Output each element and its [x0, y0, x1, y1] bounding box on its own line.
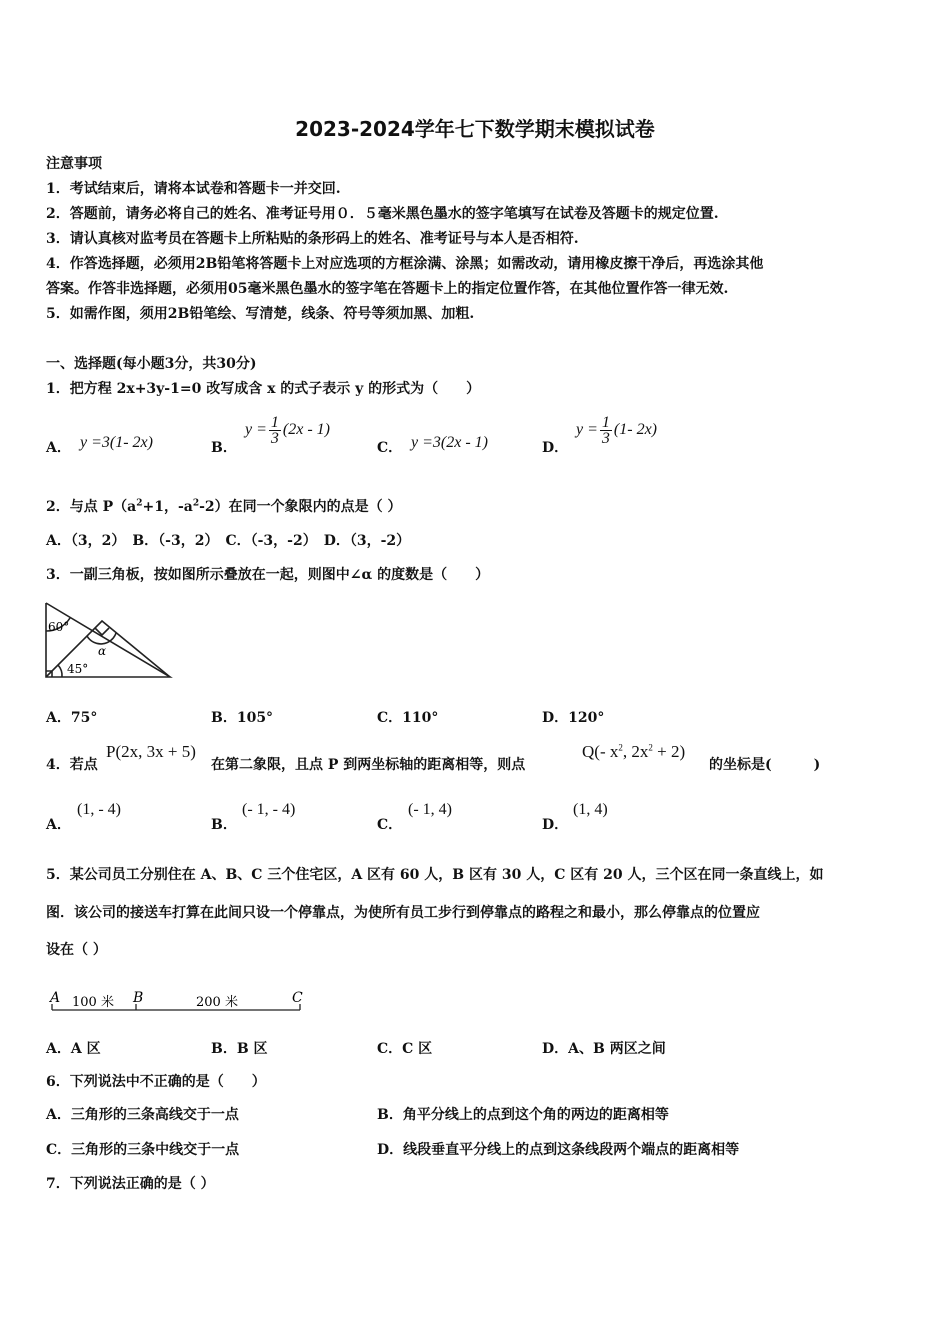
- q4-stem-part2: 在第二象限，且点 P 到两坐标轴的距离相等，则点: [211, 757, 526, 773]
- denominator: 3: [270, 430, 279, 447]
- q5-option-d: D．A、B 两区之间: [542, 1041, 666, 1057]
- question-6-stem: 6．下列说法中不正确的是（ ）: [46, 1074, 266, 1090]
- point-label-a: A: [50, 990, 61, 1006]
- denominator: 3: [601, 430, 610, 447]
- question-1-stem: 1．把方程 2x+3y-1=0 改写成含 x 的式子表示 y 的形式为（ ）: [46, 381, 481, 397]
- fraction: [269, 415, 281, 446]
- angle-label-45: 45°: [67, 662, 89, 676]
- q3-option-c: C．110°: [377, 710, 439, 726]
- q4-stem-part3: 的坐标是( ): [709, 757, 821, 773]
- q1-b-pre: y =: [245, 421, 267, 439]
- question-5-line: 图．该公司的接送车打算在此间只设一个停靠点，为使所有员工步行到停靠点的路程之和最小，那么停靠点的位置应: [46, 905, 760, 921]
- q5-option-a: A．A 区: [46, 1041, 101, 1057]
- distance-label: 200 米: [196, 995, 238, 1010]
- notice-item: 5．如需作图，须用2B铅笔绘、写清楚，线条、符号等须加黑、加粗.: [46, 306, 475, 322]
- numerator: 1: [601, 414, 610, 431]
- notice-item: 2．答题前，请务必将自己的姓名、准考证号用０．５毫米黑色墨水的签字笔填写在试卷及答题卡的规定位置.: [46, 206, 719, 222]
- q4-option-c: (- 1, 4): [408, 801, 452, 818]
- q2-stem-post: -2）在同一个象限内的点是（ ）: [199, 499, 402, 515]
- angle-label-60: 60°: [48, 620, 70, 634]
- superscript: 2: [192, 498, 200, 509]
- notice-heading: 注意事项: [46, 156, 102, 172]
- fraction: [600, 415, 612, 446]
- notice-item: 1．考试结束后，请将本试卷和答题卡一并交回.: [46, 181, 341, 197]
- q1-d-pre: y =: [576, 421, 598, 439]
- q1-option-c: y =3(2x - 1): [411, 434, 488, 451]
- q1-b-post: (2x - 1): [282, 421, 330, 439]
- q5-option-c: C．C 区: [377, 1041, 433, 1057]
- q1-option-a: y =3(1- 2x): [80, 434, 153, 451]
- point-label-b: B: [133, 990, 144, 1006]
- page-title: 2023-2024学年七下数学期末模拟试卷: [295, 117, 655, 141]
- point-label-c: C: [292, 990, 303, 1006]
- q4-q-mid: , 2x: [622, 742, 649, 761]
- q5-option-b: B．B 区: [211, 1041, 268, 1057]
- q6-option-c: C．三角形的三条中线交于一点: [46, 1142, 240, 1158]
- superscript: 2: [136, 498, 143, 509]
- distance-label: 100 米: [72, 995, 114, 1010]
- question-7-stem: 7．下列说法正确的是（ ）: [46, 1176, 215, 1192]
- q4-point-p: P(2x, 3x + 5): [106, 742, 196, 761]
- angle-label-alpha: α: [98, 644, 107, 658]
- q6-option-d: D．线段垂直平分线上的点到这条线段两个端点的距离相等: [377, 1142, 740, 1158]
- q1-option-b: [245, 415, 330, 446]
- q4-label-c: C．: [377, 817, 403, 833]
- q4-option-b: (- 1, - 4): [242, 801, 296, 818]
- question-2-options: A．（3，2） B．（-3，2） C．（-3，-2） D．（3，-2）: [46, 533, 411, 549]
- section-heading: 一、选择题(每小题3分，共30分): [46, 356, 257, 372]
- triangle-30-60: [46, 603, 170, 677]
- q2-stem-mid: +1，-a: [142, 499, 193, 515]
- q1-option-d: [576, 415, 657, 446]
- q4-q-post: + 2): [652, 742, 686, 761]
- q3-option-d: D．120°: [542, 710, 605, 726]
- q4-q-pre: Q(- x: [582, 742, 619, 761]
- q4-point-q: [582, 742, 685, 762]
- notice-item: 3．请认真核对监考员在答题卡上所粘贴的条形码上的姓名、准考证号与本人是否相符.: [46, 231, 579, 247]
- question-5-line: 5．某公司员工分别住在 A、B、C 三个住宅区，A 区有 60 人，B 区有 30 人，C 区有 20 人，三个区在同一条直线上，如: [46, 867, 824, 883]
- q1-label-b: B．: [211, 440, 237, 456]
- numerator: 1: [270, 414, 279, 431]
- q4-label-d: D．: [542, 817, 569, 833]
- q2-stem-pre: 2．与点 P（a: [46, 499, 137, 515]
- q4-option-a: (1, - 4): [77, 801, 121, 818]
- q4-stem-part1: 4．若点: [46, 757, 98, 773]
- q4-label-b: B．: [211, 817, 237, 833]
- q6-option-a: A．三角形的三条高线交于一点: [46, 1107, 239, 1123]
- question-2-stem: [46, 496, 402, 516]
- notice-item: 4．作答选择题，必须用2B铅笔将答题卡上对应选项的方框涂满、涂黑；如需改动，请用橡皮擦干净后，再选涂其他: [46, 256, 764, 272]
- question-5-line: 设在（ ）: [46, 942, 107, 958]
- q4-option-d: (1, 4): [573, 801, 608, 818]
- superscript: 2: [618, 742, 623, 753]
- q4-label-a: A．: [46, 817, 71, 833]
- angle-arc: [58, 665, 62, 677]
- q1-label-c: C．: [377, 440, 403, 456]
- q3-option-a: A．75°: [46, 710, 98, 726]
- question-3-stem: 3．一副三角板，按如图所示叠放在一起，则图中∠α 的度数是（ ）: [46, 567, 490, 583]
- q1-label-a: A．: [46, 440, 71, 456]
- q1-d-post: (1- 2x): [613, 421, 657, 439]
- q1-label-d: D．: [542, 440, 569, 456]
- notice-item: 答案。作答非选择题，必须用05毫米黑色墨水的签字笔在答题卡上的指定位置作答，在其他位置作答一律无效.: [46, 281, 729, 297]
- q3-option-b: B．105°: [211, 710, 274, 726]
- q6-option-b: B．角平分线上的点到这个角的两边的距离相等: [377, 1107, 669, 1123]
- superscript: 2: [648, 742, 653, 753]
- residential-line-figure: [48, 986, 310, 1016]
- triangle-figure: [44, 601, 174, 681]
